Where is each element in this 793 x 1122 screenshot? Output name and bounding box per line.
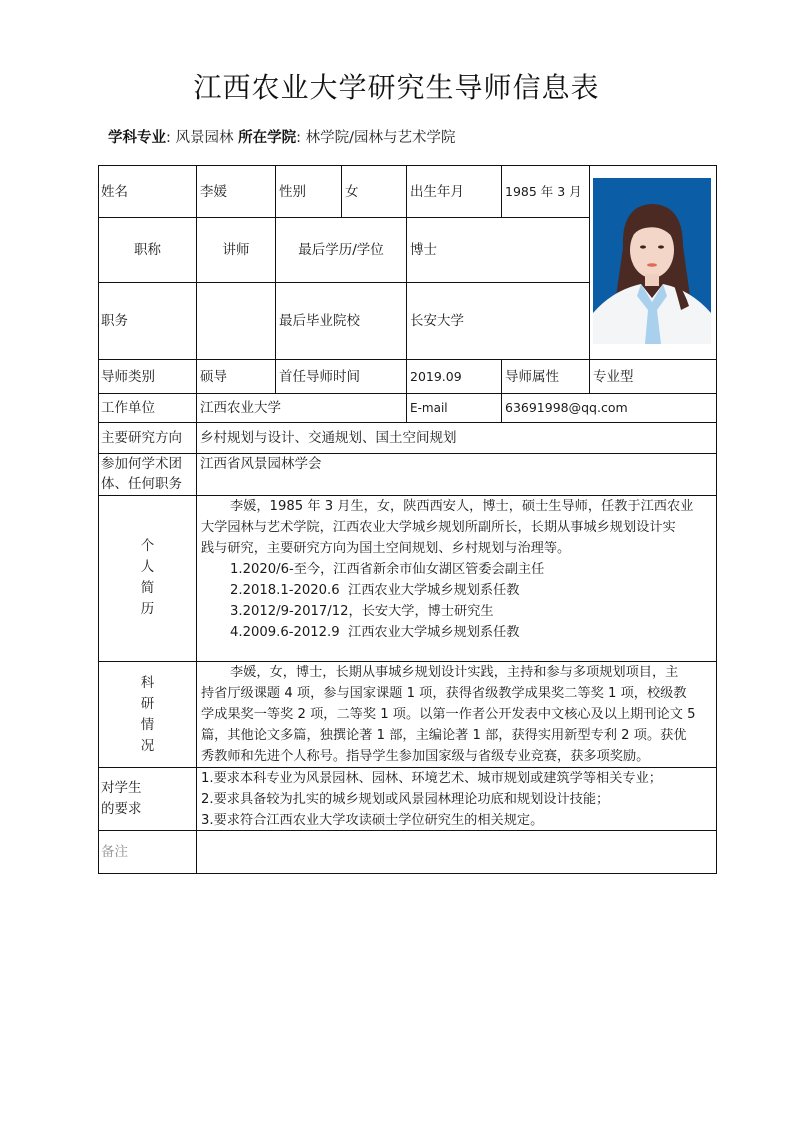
bio-label-char: 历 bbox=[140, 601, 155, 617]
degree-label: 最后学历/学位 bbox=[298, 242, 384, 258]
unit-value: 江西农业大学 bbox=[200, 400, 281, 416]
research-status-label-char: 科 bbox=[140, 675, 155, 691]
bio-line: 践与研究，主要研究方向为国土空间规划、乡村规划与治理等。 bbox=[201, 541, 571, 556]
research-status-label-char: 况 bbox=[140, 738, 155, 754]
research-value: 乡村规划与设计、交通规划、国土空间规划 bbox=[200, 430, 457, 446]
remarks-value bbox=[200, 831, 712, 873]
bio-label-char: 个 bbox=[140, 538, 155, 554]
first-time-value: 2019.09 bbox=[410, 368, 462, 384]
birth-value: 1985 年 3 月 bbox=[505, 183, 582, 199]
requirement-item: 3.要求符合江西农业大学攻读硕士学位研究生的相关规定。 bbox=[201, 813, 544, 828]
position-value bbox=[200, 283, 274, 359]
research-status-label-char: 情 bbox=[140, 717, 155, 733]
remarks-label: 备注 bbox=[101, 844, 128, 860]
society-label bbox=[101, 454, 195, 494]
title-label: 职称 bbox=[134, 242, 161, 258]
bio-line: 李媛，1985 年 3 月生，女，陕西西安人，博士，硕士生导师，任教于江西农业 bbox=[230, 499, 694, 514]
advisor-type-label: 导师类别 bbox=[101, 368, 155, 385]
email-label: E-mail bbox=[410, 401, 448, 415]
requirements-label-line: 对学生 bbox=[101, 780, 142, 796]
research-status-line: 学成果奖一等奖 2 项，二等奖 1 项。以第一作者公开发表中文核心及以上期刊论文 5 bbox=[201, 707, 696, 722]
requirements-list bbox=[201, 768, 715, 831]
bio-label-char: 人 bbox=[140, 559, 155, 575]
research-status-line: 篇，其他论文多篇，独撰论著 1 部，主编论著 1 部，获得实用新型专利 2 项。获优 bbox=[201, 728, 687, 743]
requirement-item: 2.要求具备较为扎实的城乡规划或风景园林理论功底和规划设计技能； bbox=[201, 792, 610, 807]
bio-item: 1.2020/6-至今，江西省新余市仙女湖区管委会副主任 bbox=[230, 562, 545, 577]
col-divider bbox=[501, 359, 502, 422]
society-label-line: 体、任何职务 bbox=[101, 476, 182, 492]
bio-text bbox=[201, 496, 715, 643]
research-status-line: 持省厅级课题 4 项，参与国家课题 1 项，获得省级教学成果奖二等奖 1 项，校级教 bbox=[201, 686, 687, 701]
society-value: 江西省风景园林学会 bbox=[200, 456, 322, 472]
table-border-right bbox=[716, 165, 717, 874]
discipline-value: 风景园林 bbox=[175, 130, 234, 146]
discipline-label: 学科专业 bbox=[108, 130, 166, 146]
research-status-line: 李媛，女，博士，长期从事城乡规划设计实践，主持和参与多项规划项目，主 bbox=[230, 665, 679, 680]
colon: : bbox=[296, 130, 301, 146]
colon: : bbox=[166, 130, 171, 146]
research-status-text bbox=[201, 662, 715, 767]
research-status-label-char: 研 bbox=[140, 696, 155, 712]
degree-value: 博士 bbox=[410, 242, 437, 258]
first-time-label: 首任导师时间 bbox=[279, 368, 360, 385]
research-label: 主要研究方向 bbox=[101, 430, 182, 446]
col-divider bbox=[501, 165, 502, 217]
gender-value: 女 bbox=[345, 183, 359, 200]
position-label: 职务 bbox=[101, 313, 128, 329]
attr-label: 导师属性 bbox=[505, 368, 559, 385]
portrait-photo bbox=[593, 178, 711, 344]
table-border-bottom bbox=[98, 873, 717, 874]
research-status-label bbox=[99, 673, 196, 757]
title-value: 讲师 bbox=[222, 242, 250, 258]
college-label: 所在学院 bbox=[238, 130, 297, 146]
bio-item: 4.2009.6-2012.9 江西农业大学城乡规划系任教 bbox=[230, 625, 520, 640]
name-value: 李媛 bbox=[200, 183, 227, 200]
school-label: 最后毕业院校 bbox=[279, 313, 360, 329]
bio-label-char: 简 bbox=[140, 580, 155, 596]
bio-item: 3.2012/9-2017/12，长安大学，博士研究生 bbox=[230, 604, 494, 619]
bio-item: 2.2018.1-2020.6 江西农业大学城乡规划系任教 bbox=[230, 583, 520, 598]
bio-line: 大学园林与艺术学院，江西农业大学城乡规划所副所长，长期从事城乡规划设计实 bbox=[201, 520, 676, 535]
gender-label: 性别 bbox=[279, 183, 306, 200]
requirements-label bbox=[101, 778, 195, 820]
page-title: 江西农业大学研究生导师信息表 bbox=[193, 71, 600, 104]
college-value: 林学院/园林与艺术学院 bbox=[305, 130, 456, 146]
col-divider bbox=[406, 165, 407, 422]
school-value: 长安大学 bbox=[410, 313, 464, 329]
attr-value: 专业型 bbox=[593, 368, 634, 385]
society-label-line: 参加何学术团 bbox=[101, 456, 182, 472]
col-divider bbox=[341, 165, 342, 217]
portrait-icon bbox=[593, 178, 711, 344]
bio-label bbox=[99, 536, 196, 620]
unit-label: 工作单位 bbox=[101, 400, 155, 416]
advisor-type-value: 硕导 bbox=[200, 368, 227, 385]
requirement-item: 1.要求本科专业为风景园林、园林、环境艺术、城市规划或建筑学等相关专业； bbox=[201, 771, 662, 786]
birth-label: 出生年月 bbox=[410, 183, 464, 200]
research-status-line: 秀教师和先进个人称号。指导学生参加国家级与省级专业竞赛，获多项奖励。 bbox=[201, 749, 650, 764]
requirements-label-line: 的要求 bbox=[101, 801, 142, 817]
col-divider bbox=[589, 165, 590, 393]
name-label: 姓名 bbox=[101, 183, 128, 200]
email-value[interactable]: 63691998@qq.com bbox=[505, 400, 628, 415]
